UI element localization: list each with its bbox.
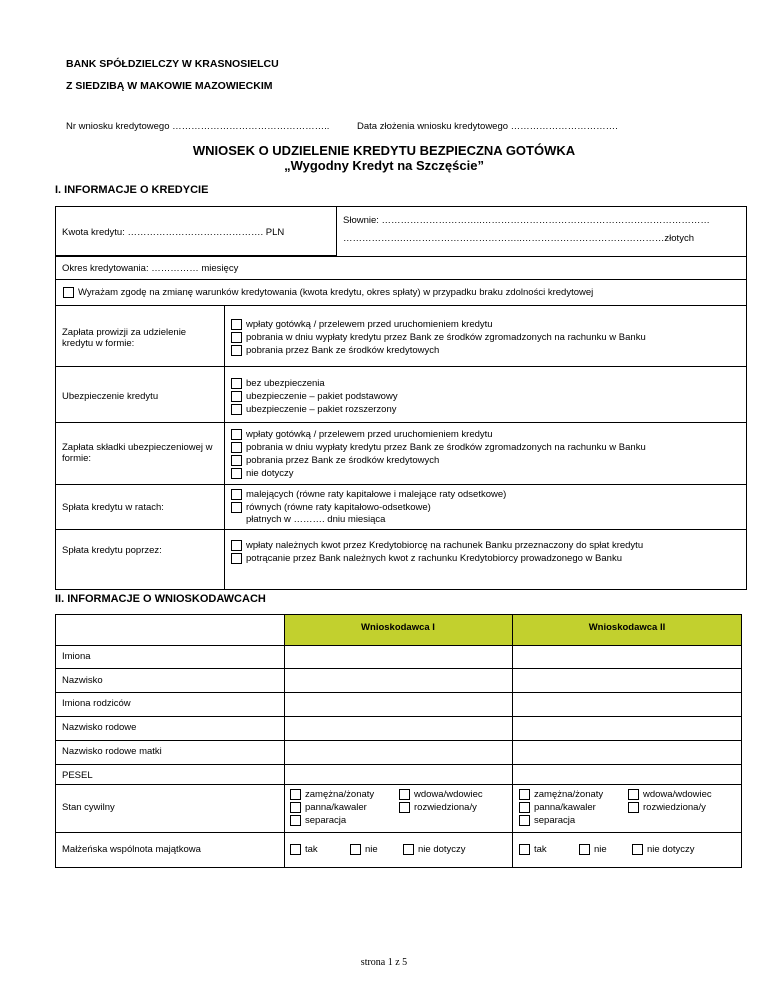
- checkbox[interactable]: [519, 815, 530, 826]
- installments-opt-2: równych (równe raty kapitałowo-odsetkowe): [231, 501, 431, 514]
- row-surname: Nazwisko: [62, 675, 103, 686]
- installments-label: Spłata kredytu w ratach:: [62, 502, 164, 513]
- page-subtitle: „Wygodny Kredyt na Szczęście”: [284, 158, 484, 173]
- checkbox[interactable]: [231, 404, 242, 415]
- checkbox[interactable]: [231, 468, 242, 479]
- checkbox[interactable]: [519, 789, 530, 800]
- commission-opt-1: wpłaty gotówką / przelewem przed uruchomieniem kredytu: [231, 318, 493, 331]
- checkbox[interactable]: [632, 844, 643, 855]
- insurance-opt-2: ubezpieczenie – pakiet podstawowy: [231, 390, 398, 403]
- premium-opt-2: pobrania w dniu wypłaty kredytu przez Bank ze środków zgromadzonych na rachunku w Banku: [231, 441, 646, 454]
- commission-opt-2: pobrania w dniu wypłaty kredytu przez Bank ze środków zgromadzonych na rachunku w Banku: [231, 331, 646, 344]
- premium-label: Zapłata składki ubezpieczeniowej w formie:: [62, 442, 213, 464]
- row-parents-names: Imiona rodziców: [62, 698, 131, 709]
- amount-in-words-line1[interactable]: Słownie: …………………………..………………………………………………………………: [343, 215, 710, 226]
- application-date: Data złożenia wniosku kredytowego …………………………….: [357, 121, 618, 132]
- page-title: WNIOSEK O UDZIELENIE KREDYTU BEZPIECZNA GOTÓWKA: [192, 143, 576, 158]
- repayment-opt-1: wpłaty należnych kwot przez Kredytobiorcę na rachunek Banku przeznaczony do spłat kredytu: [231, 539, 643, 552]
- checkbox[interactable]: [579, 844, 590, 855]
- checkbox[interactable]: [231, 553, 242, 564]
- insurance-label: Ubezpieczenie kredytu: [62, 391, 159, 402]
- checkbox[interactable]: [231, 345, 242, 356]
- checkbox[interactable]: [231, 540, 242, 551]
- checkbox[interactable]: [628, 802, 639, 813]
- checkbox[interactable]: [290, 815, 301, 826]
- checkbox[interactable]: [231, 391, 242, 402]
- checkbox[interactable]: [231, 429, 242, 440]
- checkbox[interactable]: [231, 455, 242, 466]
- section-2-heading: II. INFORMACJE O WNIOSKODAWCACH: [55, 593, 266, 605]
- section-1-heading: I. INFORMACJE O KREDYCIE: [55, 184, 209, 196]
- checkbox[interactable]: [399, 789, 410, 800]
- credit-amount-field[interactable]: Kwota kredytu: ……………………………………. PLN: [62, 227, 285, 238]
- applicants-table: [55, 614, 742, 868]
- checkbox[interactable]: [231, 378, 242, 389]
- checkbox[interactable]: [628, 789, 639, 800]
- applicant-2-header: Wnioskodawca II: [588, 622, 666, 633]
- installments-opt-1: malejących (równe raty kapitałowe i malejące raty odsetkowe): [231, 488, 506, 501]
- checkbox[interactable]: [519, 802, 530, 813]
- consent-checkbox[interactable]: [63, 287, 74, 298]
- commission-opt-3: pobrania przez Bank ze środków kredytowych: [231, 344, 439, 357]
- checkbox[interactable]: [350, 844, 361, 855]
- checkbox[interactable]: [231, 332, 242, 343]
- repayment-label: Spłata kredytu poprzez:: [62, 545, 162, 556]
- amount-in-words-line2[interactable]: ……………….………………………………..………………………………………złotych: [343, 233, 694, 244]
- applicant-1-header: Wnioskodawca I: [361, 622, 435, 633]
- checkbox[interactable]: [403, 844, 414, 855]
- checkbox[interactable]: [231, 442, 242, 453]
- row-pesel: PESEL: [62, 770, 93, 781]
- bank-seat: Z SIEDZIBĄ W MAKOWIE MAZOWIECKIM: [66, 80, 273, 92]
- bank-name: BANK SPÓŁDZIELCZY W KRASNOSIELCU: [66, 58, 279, 70]
- checkbox[interactable]: [399, 802, 410, 813]
- page-number: strona 1 z 5: [360, 957, 408, 968]
- credit-period-field[interactable]: Okres kredytowania: …………… miesięcy: [62, 263, 239, 274]
- checkbox[interactable]: [290, 802, 301, 813]
- insurance-opt-1: bez ubezpieczenia: [231, 377, 325, 390]
- checkbox[interactable]: [231, 502, 242, 513]
- premium-opt-1: wpłaty gotówką / przelewem przed uruchomieniem kredytu: [231, 428, 493, 441]
- row-maiden-name: Nazwisko rodowe: [62, 722, 137, 733]
- marital-status-label: Stan cywilny: [62, 802, 115, 813]
- insurance-opt-3: ubezpieczenie – pakiet rozszerzony: [231, 403, 397, 416]
- checkbox[interactable]: [290, 844, 301, 855]
- premium-opt-4: nie dotyczy: [231, 467, 294, 480]
- commission-label: Zapłata prowizji za udzielenie kredytu w formie:: [62, 327, 187, 349]
- property-label: Małżeńska wspólnota majątkowa: [62, 844, 201, 855]
- row-first-names: Imiona: [62, 651, 91, 662]
- checkbox[interactable]: [519, 844, 530, 855]
- consent-row: [63, 286, 593, 299]
- checkbox[interactable]: [231, 319, 242, 330]
- consent-label: Wyrażam zgodę na zmianę warunków kredytowania (kwota kredytu, okres spłaty) w przypadku braku zdolności kredytowej: [78, 287, 594, 298]
- repayment-opt-2: potrącanie przez Bank należnych kwot z rachunku Kredytobiorcy prowadzonego w Banku: [231, 552, 622, 565]
- checkbox[interactable]: [231, 489, 242, 500]
- premium-opt-3: pobrania przez Bank ze środków kredytowych: [231, 454, 439, 467]
- row-mother-maiden-name: Nazwisko rodowe matki: [62, 746, 162, 757]
- installment-day-field[interactable]: płatnych w ………. dniu miesiąca: [246, 514, 386, 525]
- application-number: Nr wniosku kredytowego …………………………………………..: [66, 121, 330, 132]
- checkbox[interactable]: [290, 789, 301, 800]
